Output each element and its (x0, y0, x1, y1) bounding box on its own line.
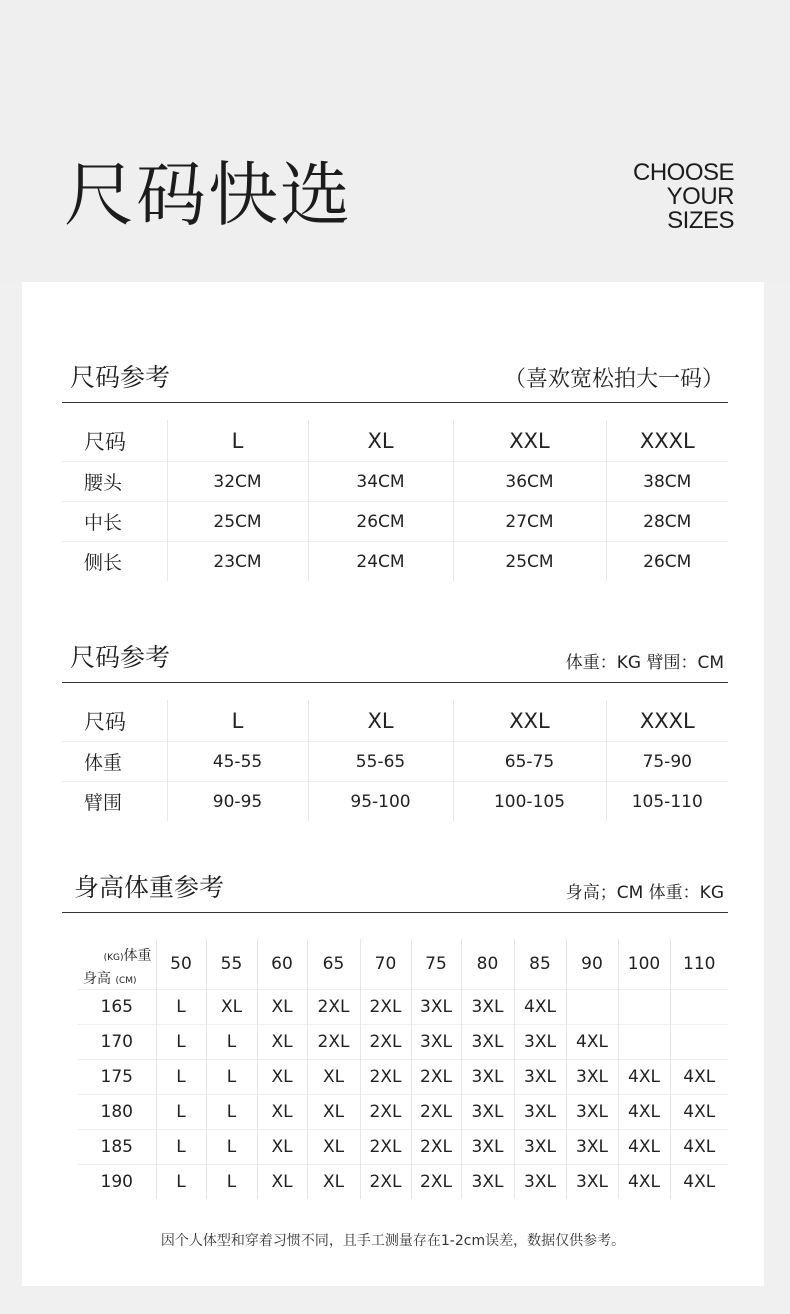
corner-height: 身高 (CM) (83, 971, 137, 987)
height-cell: 180 (78, 1095, 156, 1130)
size-cell: 2XL (411, 1095, 461, 1130)
weight-header-row (78, 939, 728, 990)
table-cell: 34CM (308, 462, 453, 502)
size-cell (670, 990, 728, 1025)
weight-header-cell: 65 (307, 939, 360, 990)
size-cell: 3XL (566, 1095, 618, 1130)
row-label: 体重 (62, 742, 167, 782)
size-cell: L (156, 1095, 206, 1130)
page-header (0, 0, 790, 282)
table-row (78, 990, 728, 1025)
table-cell: 100-105 (453, 782, 606, 822)
size-cell: 3XL (514, 1060, 566, 1095)
row-label: 尺码 (84, 709, 126, 734)
size-header-cell: XXXL (606, 420, 728, 462)
size-cell: 2XL (411, 1130, 461, 1165)
size-cell: 4XL (514, 990, 566, 1025)
section3-title: 身高体重参考 (74, 873, 225, 902)
table-cell: 45-55 (167, 742, 308, 782)
corner-cell (78, 939, 156, 990)
table-cell: 25CM (453, 542, 606, 582)
size-cell: 4XL (670, 1165, 728, 1200)
size-header-cell: XL (308, 420, 453, 462)
weight-header-cell: 50 (156, 939, 206, 990)
size-header-cell: XXL (453, 700, 606, 742)
size-cell: XL (307, 1060, 360, 1095)
size-cell: L (206, 1130, 257, 1165)
height-cell: 190 (78, 1165, 156, 1200)
size-cell: XL (257, 1060, 307, 1095)
table-row (62, 542, 728, 582)
table-cell: 55-65 (308, 742, 453, 782)
choose-line: SIZES (667, 207, 734, 234)
corner-weight: (KG)体重 (103, 948, 152, 964)
height-cell: 175 (78, 1060, 156, 1095)
size-cell: 3XL (514, 1095, 566, 1130)
size-cell: 3XL (566, 1060, 618, 1095)
size-header-cell: XXL (453, 420, 606, 462)
size-cell: 3XL (514, 1130, 566, 1165)
size-cell: 3XL (566, 1165, 618, 1200)
size-cell: L (156, 1130, 206, 1165)
section1-divider (62, 402, 728, 403)
table-row (62, 462, 728, 502)
size-cell: 3XL (461, 1165, 514, 1200)
height-cell: 185 (78, 1130, 156, 1165)
table-cell: 27CM (453, 502, 606, 542)
size-cell: 3XL (461, 1025, 514, 1060)
choose-line: YOUR (666, 183, 734, 210)
size-cell: 3XL (461, 990, 514, 1025)
size-cell: L (206, 1025, 257, 1060)
choose-line: CHOOSE (632, 159, 734, 186)
table-row (62, 782, 728, 822)
table-row (78, 1130, 728, 1165)
size-cell: 4XL (618, 1095, 670, 1130)
weight-header-cell: 90 (566, 939, 618, 990)
size-cell: 4XL (670, 1095, 728, 1130)
size-cell: 3XL (411, 1025, 461, 1060)
section1-title: 尺码参考 (70, 363, 171, 392)
size-cell: 4XL (670, 1130, 728, 1165)
size-cell: 2XL (360, 1095, 411, 1130)
page-title: 尺码快选 (64, 154, 352, 236)
size-cell: 3XL (461, 1060, 514, 1095)
size-cell (566, 990, 618, 1025)
table-cell: 105-110 (606, 782, 728, 822)
size-cell: 2XL (360, 1165, 411, 1200)
table-row (78, 1060, 728, 1095)
table-cell: 90-95 (167, 782, 308, 822)
table-row (62, 502, 728, 542)
size-cell: 2XL (360, 1060, 411, 1095)
size-header-row (62, 700, 728, 742)
table-row (78, 1095, 728, 1130)
size-table-waist (62, 420, 728, 581)
section1-note: （喜欢宽松拍大一码） (503, 367, 724, 392)
size-cell (618, 990, 670, 1025)
size-cell: 2XL (307, 1025, 360, 1060)
size-cell: 3XL (514, 1165, 566, 1200)
size-cell: 2XL (360, 990, 411, 1025)
footnote: 因个人体型和穿着习惯不同，且手工测量存在1-2cm误差，数据仅供参考。 (160, 1233, 626, 1249)
size-cell: 4XL (618, 1060, 670, 1095)
height-cell: 170 (78, 1025, 156, 1060)
height-weight-table (78, 939, 728, 1199)
size-cell: 3XL (461, 1130, 514, 1165)
weight-header-cell: 110 (670, 939, 728, 990)
size-cell: 3XL (411, 990, 461, 1025)
section2-divider (62, 682, 728, 683)
size-header-row (62, 420, 728, 462)
weight-header-cell: 60 (257, 939, 307, 990)
size-cell: 4XL (618, 1165, 670, 1200)
size-cell: 2XL (411, 1060, 461, 1095)
section2-title: 尺码参考 (70, 643, 171, 672)
size-cell: XL (307, 1165, 360, 1200)
row-label: 臂围 (62, 782, 167, 822)
table-cell: 95-100 (308, 782, 453, 822)
weight-header-cell: 80 (461, 939, 514, 990)
size-cell: L (206, 1165, 257, 1200)
weight-header-cell: 55 (206, 939, 257, 990)
table-cell: 32CM (167, 462, 308, 502)
size-header-cell: XL (308, 700, 453, 742)
size-cell: 2XL (360, 1130, 411, 1165)
size-cell: 3XL (461, 1095, 514, 1130)
section2-note: 体重：KG 臂围：CM (565, 653, 724, 673)
choose-your-sizes-label (633, 161, 734, 233)
size-header-cell: L (167, 700, 308, 742)
size-cell: L (156, 1165, 206, 1200)
size-cell: XL (257, 1130, 307, 1165)
size-cell (618, 1025, 670, 1060)
size-cell: 4XL (566, 1025, 618, 1060)
row-label: 侧长 (62, 542, 167, 582)
table-cell: 26CM (606, 542, 728, 582)
size-cell: XL (257, 990, 307, 1025)
size-cell (670, 1025, 728, 1060)
row-label: 中长 (62, 502, 167, 542)
size-cell: XL (307, 1095, 360, 1130)
table-cell: 25CM (167, 502, 308, 542)
size-cell: 2XL (307, 990, 360, 1025)
weight-header-cell: 70 (360, 939, 411, 990)
size-cell: XL (206, 990, 257, 1025)
size-cell: 2XL (360, 1025, 411, 1060)
weight-header-cell: 75 (411, 939, 461, 990)
table-cell: 65-75 (453, 742, 606, 782)
row-label: 腰头 (62, 462, 167, 502)
table-cell: 24CM (308, 542, 453, 582)
size-cell: L (206, 1095, 257, 1130)
size-cell: L (156, 990, 206, 1025)
size-header-cell: XXXL (606, 700, 728, 742)
table-row (62, 742, 728, 782)
size-cell: XL (257, 1095, 307, 1130)
table-cell: 75-90 (606, 742, 728, 782)
table-row (78, 1165, 728, 1200)
size-cell: L (156, 1060, 206, 1095)
size-cell: L (206, 1060, 257, 1095)
table-cell: 26CM (308, 502, 453, 542)
size-card (22, 282, 764, 1286)
section3-note: 身高；CM 体重：KG (565, 883, 724, 903)
size-cell: 2XL (411, 1165, 461, 1200)
size-cell: 3XL (566, 1130, 618, 1165)
table-cell: 28CM (606, 502, 728, 542)
table-cell: 23CM (167, 542, 308, 582)
size-cell: XL (257, 1165, 307, 1200)
table-row (78, 1025, 728, 1060)
table-cell: 38CM (606, 462, 728, 502)
height-cell: 165 (78, 990, 156, 1025)
weight-header-cell: 100 (618, 939, 670, 990)
size-cell: L (156, 1025, 206, 1060)
weight-header-cell: 85 (514, 939, 566, 990)
size-cell: 4XL (618, 1130, 670, 1165)
size-table-weight-arm (62, 700, 728, 821)
row-label: 尺码 (84, 429, 126, 454)
size-cell: XL (307, 1130, 360, 1165)
size-cell: 4XL (670, 1060, 728, 1095)
size-header-cell: L (167, 420, 308, 462)
table-cell: 36CM (453, 462, 606, 502)
size-cell: 3XL (514, 1025, 566, 1060)
section3-divider (62, 912, 728, 913)
size-cell: XL (257, 1025, 307, 1060)
